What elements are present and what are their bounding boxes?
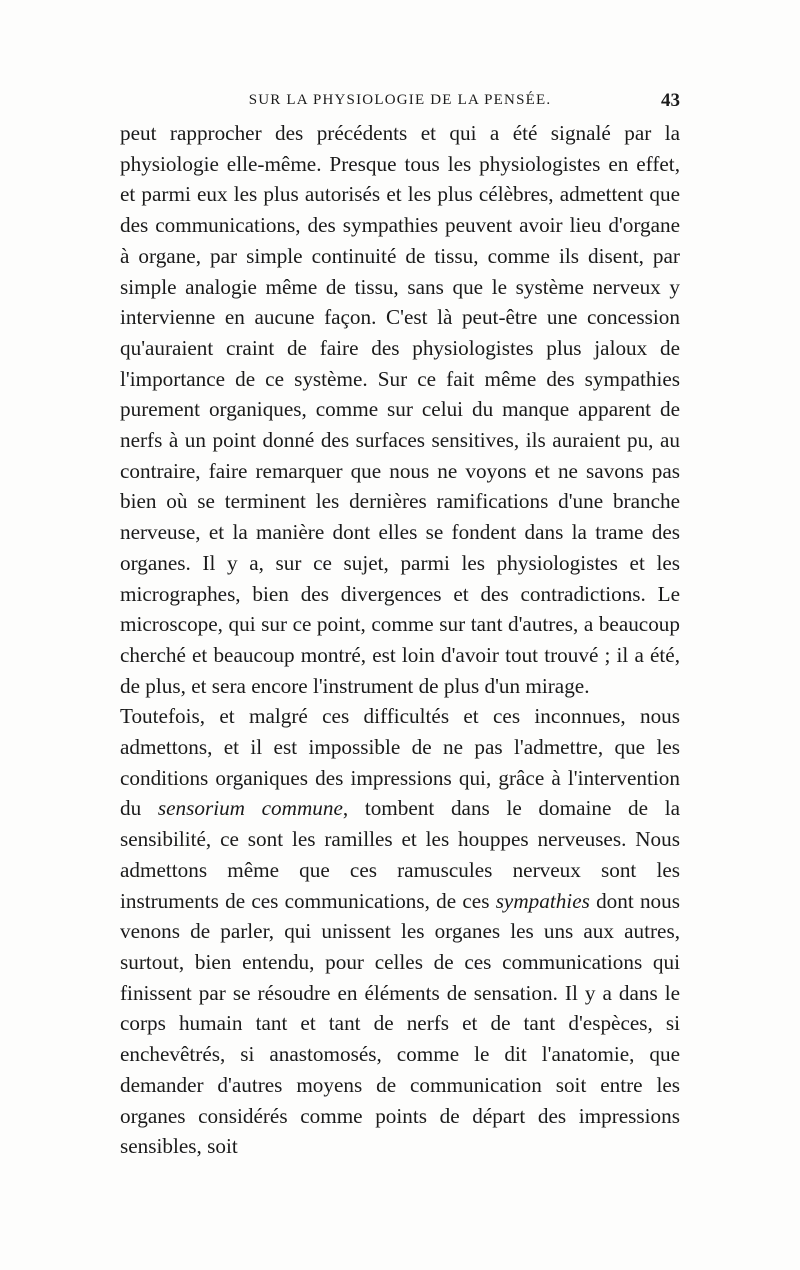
page-number: 43 xyxy=(661,90,680,111)
italic-term-sympathies: sympathies xyxy=(495,888,590,913)
paragraph-2-part-3: dont nous venons de parler, qui unissent les organes les uns aux autres, surtout, bien entendu, pour celles de ces communications qui finissent par se résoudre en éléments de sensation. Il y a dans le corps humain tant et tant de nerfs et de tant d'espèces, si enchevêtrés, si anastomosés, comme le dit l'anatomie, que demander d'autres moyens de communication soit entre les organes considérés comme points de départ des impressions sensibles, soit xyxy=(120,888,680,1159)
paragraph-2-part-1: Toutefois, et malgré ces difficultés et ces inconnues, nous admettons, et il est impossible de ne pas l'admettre, que les conditions organiques des impressions qui, grâce à l'intervention du xyxy=(120,704,680,821)
running-title: SUR LA PHYSIOLOGIE DE LA PENSÉE. xyxy=(248,92,552,108)
body-text xyxy=(120,118,680,1162)
paragraph-2 xyxy=(120,701,680,1162)
paragraph-1: peut rapprocher des précédents et qui a été signalé par la physiologie elle-même. Presque tous les physiologistes en effet, et parmi eux les plus autorisés et les plus célèbres, admettent que des communications, des sympathies peuvent avoir lieu d'organe à organe, par simple continuité de tissu, comme ils disent, par simple analogie même de tissu, sans que le système nerveux y intervienne en aucune façon. C'est là peut-être une concession qu'auraient craint de faire des physiologistes plus jaloux de l'importance de ce système. Sur ce fait même des sympathies purement organiques, comme sur celui du manque apparent de nerfs à un point donné des surfaces sensitives, ils auraient pu, au contraire, faire remarquer que nous ne voyons et ne savons pas bien où se terminent les dernières ramifications d'une branche nerveuse, et la manière dont elles se fondent dans la trame des organes. Il y a, sur ce sujet, parmi les physiologistes et les micrographes, bien des divergences et des contradictions. Le microscope, qui sur ce point, comme sur tant d'autres, a beaucoup cherché et beaucoup montré, est loin d'avoir tout trouvé ; il a été, de plus, et sera encore l'instrument de plus d'un mirage. xyxy=(120,121,680,698)
running-head xyxy=(120,92,680,116)
paragraph-2-part-2: , tombent dans le domaine de la sensibilité, ce sont les ramilles et les houppes nerveuses. Nous admettons même que ces ramuscules nerveux sont les instruments de ces communications, de ces xyxy=(120,796,681,913)
italic-term-sensorium: sensorium commune xyxy=(157,796,343,821)
